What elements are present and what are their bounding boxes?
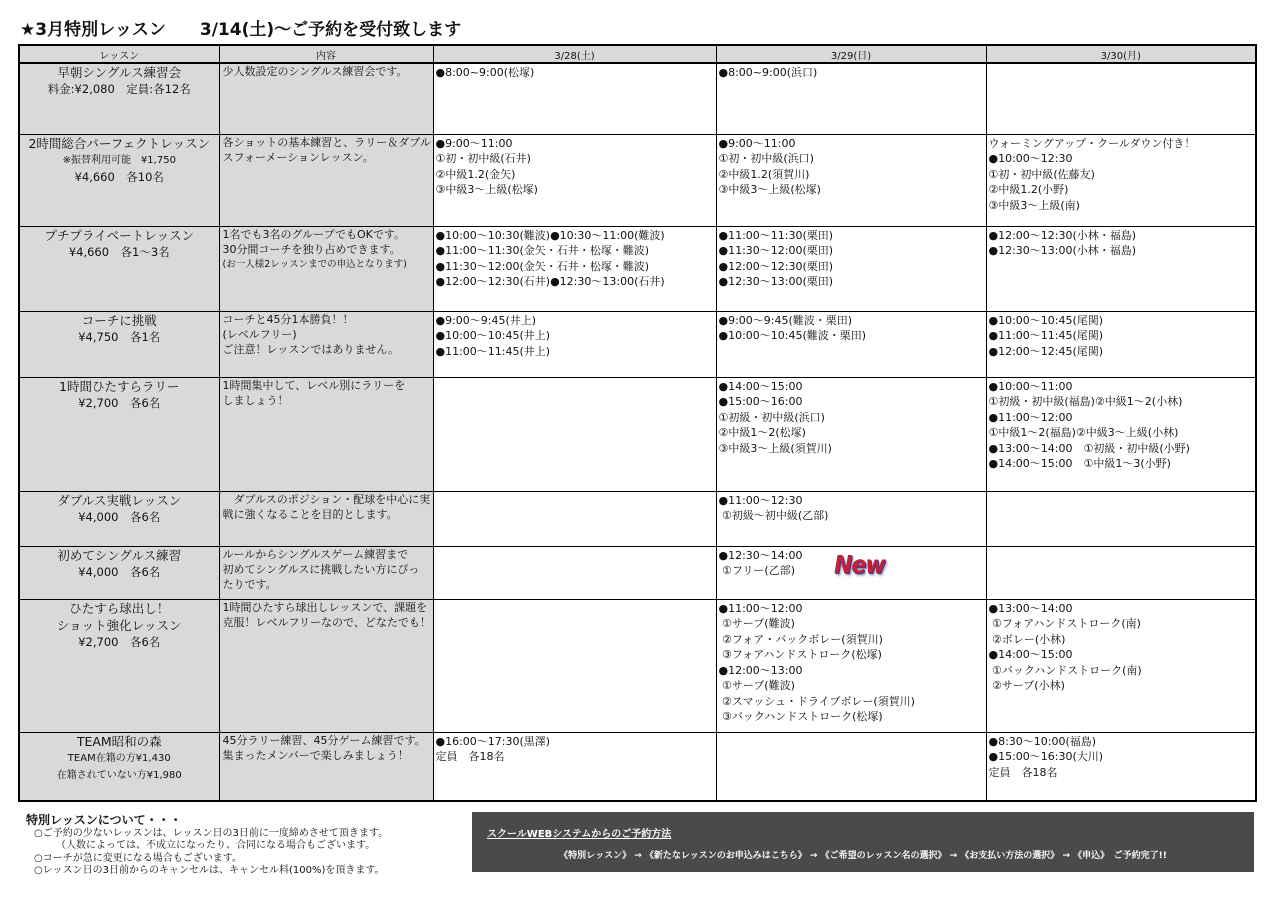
time-slot: ●14:00～15:00 [988, 648, 1073, 661]
content-cell [219, 491, 433, 546]
time-slot: ●10:00～10:45(尾関) [988, 313, 1104, 327]
note-item: （人数によっては、不成立になったり、合同になる場合もございます。 [56, 840, 376, 851]
time-slot: ①初・初中級(石井) [435, 152, 531, 165]
content-cell [219, 732, 433, 801]
slot-cell-0329 [716, 134, 986, 226]
header-date-0329: 3/29(日) [716, 45, 986, 63]
time-slot: ●11:00～12:30 [718, 493, 803, 507]
slot-cell-0329 [716, 311, 986, 377]
booking-instructions-box [472, 812, 1254, 872]
content-cell [219, 134, 433, 226]
content-text: ダブルスのポジション・配球を中心に実 [222, 492, 431, 506]
note-item: ○コーチが急に変更になる場合もございます。 [34, 852, 242, 864]
slot-cell-0330 [986, 311, 1256, 377]
slot-cell-0328 [433, 732, 716, 801]
notes-heading: 特別レッスンについて・・・ [26, 813, 182, 827]
time-slot: ●8:30～10:00(福島) [988, 734, 1097, 748]
content-cell [219, 546, 433, 599]
header-lesson: レッスン [19, 45, 219, 63]
lesson-name: プチプライベートレッスン [44, 227, 194, 243]
time-slot: ●10:00～10:45(難波・栗田) [718, 329, 867, 342]
time-slot: ●11:00～12:00 [988, 410, 1073, 424]
header-date-0330: 3/30(月) [986, 45, 1256, 63]
time-slot: ●9:00～9:45(難波・栗田) [718, 313, 853, 327]
time-slot: 定員 各18名 [435, 750, 505, 763]
time-slot: ●11:00～11:30(金矢・石井・松塚・難波) [435, 244, 650, 257]
time-slot: ●14:00～15:00 [718, 379, 803, 393]
time-slot: ●12:00～13:00 [718, 663, 803, 677]
lesson-detail: ¥4,750 各1名 [78, 329, 161, 344]
schedule-table [18, 44, 1257, 802]
time-slot: ①初・初中級(佐藤友) [988, 167, 1095, 181]
time-slot: ●11:30～12:00(金矢・石井・松塚・難波) [435, 259, 650, 273]
slot-cell-0330 [986, 491, 1256, 546]
content-text: たりです。 [222, 577, 277, 591]
slot-cell-0330 [986, 134, 1256, 226]
slot-cell-0328 [433, 311, 716, 377]
lesson-name: ダブルス実戦レッスン [57, 492, 182, 508]
time-slot: ①初級～初中級(乙部) [718, 509, 829, 522]
time-slot: ③中級3～上級(南) [988, 198, 1080, 212]
content-text: 1時間ひたすら球出しレッスンで、課題を [222, 600, 428, 614]
slot-cell-0330 [986, 63, 1256, 134]
lesson-detail: ※振替利用可能 ¥1,750 [62, 154, 176, 166]
lesson-cell [19, 311, 219, 377]
slot-cell-0329 [716, 226, 986, 311]
slot-cell-0329 [716, 599, 986, 732]
time-slot: ①初・初中級(浜口) [718, 152, 814, 165]
time-slot: ②中級1.2(金矢) [435, 167, 516, 181]
slot-cell-0328 [433, 134, 716, 226]
time-slot: ②スマッシュ・ドライブボレー(須賀川) [718, 694, 915, 708]
time-slot: ②ボレー(小林) [988, 632, 1066, 646]
lesson-detail: 料金:¥2,080 定員:各12名 [47, 82, 191, 96]
lesson-detail: ¥2,700 各6名 [78, 634, 161, 649]
time-slot: ●12:00～12:30(小林・福島) [988, 228, 1137, 242]
content-text: 各ショットの基本練習と、ラリー＆ダブル [222, 135, 431, 149]
time-slot: ●10:00～12:30 [988, 152, 1073, 165]
time-slot: ●12:00～12:30(栗田) [718, 259, 834, 273]
lesson-detail: ショット強化レッスン [56, 617, 182, 633]
table-row [19, 732, 1256, 801]
time-slot: ●11:00～11:30(栗田) [718, 228, 834, 242]
table-row [19, 226, 1256, 311]
time-slot: ●13:00～14:00 ①初級・初中級(小野) [988, 441, 1190, 455]
slot-cell-0328 [433, 599, 716, 732]
content-text: コーチと45分1本勝負！！ [222, 312, 354, 326]
time-slot: ①フォアハンドストローク(南) [988, 617, 1141, 630]
notes-section [26, 814, 388, 878]
content-text: 戦に強くなることを目的とします。 [222, 507, 398, 521]
time-slot: ●10:00～10:30(難波)●10:30～11:00(難波) [435, 228, 665, 242]
booking-steps: 《特別レッスン》 → 《新たなレッスンのお申込みはこちら》 → 《ご希望のレッスン名の選択》 → 《お支払い方法の選択》 → 《申込》 ご予約完了!! [559, 851, 1167, 861]
slot-cell-0328 [433, 63, 716, 134]
time-slot: ②中級1～2(松塚) [718, 426, 806, 439]
time-slot: ③中級3～上級(松塚) [718, 183, 821, 196]
lesson-name: 2時間総合パーフェクトレッスン [28, 135, 211, 151]
time-slot: ①サーブ(難波) [718, 679, 795, 692]
time-slot: ②中級1.2(小野) [988, 183, 1069, 196]
time-slot: ②中級1.2(須賀川) [718, 167, 810, 181]
content-text: (レベルフリー) [222, 327, 297, 341]
table-row [19, 546, 1256, 599]
content-cell [219, 311, 433, 377]
table-row [19, 491, 1256, 546]
lesson-cell [19, 63, 219, 134]
lesson-detail: ¥4,000 各6名 [78, 564, 161, 579]
slot-cell-0330 [986, 377, 1256, 491]
lesson-cell [19, 226, 219, 311]
content-cell [219, 63, 433, 134]
lesson-name: ひたすら球出し！ [69, 600, 170, 616]
slot-cell-0329 [716, 377, 986, 491]
time-slot: ①バックハンドストローク(南) [988, 663, 1142, 677]
time-slot: ●11:00～12:00 [718, 601, 803, 615]
slot-cell-0328 [433, 546, 716, 599]
time-slot: ①初級・初中級(福島)②中級1～2(小林) [988, 395, 1183, 408]
lesson-name: コーチに挑戦 [81, 312, 157, 328]
lesson-name: 1時間ひたすらラリー [59, 378, 180, 394]
content-text: しましょう！ [222, 393, 289, 407]
lesson-detail: ¥4,660 各1～3名 [68, 244, 170, 259]
content-text: ご注意！レッスンではありません。 [222, 342, 400, 356]
time-slot: ●12:00～12:45(尾関) [988, 344, 1104, 358]
content-cell [219, 377, 433, 491]
time-slot: ●13:00～14:00 [988, 601, 1073, 615]
table-row [19, 134, 1256, 226]
time-slot: ●12:30～13:00(栗田) [718, 275, 834, 288]
time-slot: ●14:00～15:00 ①中級1～3(小野) [988, 457, 1171, 470]
time-slot: ウォーミングアップ・クールダウン付き！ [988, 136, 1196, 150]
header-date-0328: 3/28(土) [433, 45, 716, 63]
content-text: 克服！レベルフリーなので、どなたでも！ [222, 615, 431, 629]
time-slot: ●10:00～11:00 [988, 379, 1073, 393]
content-text: ルールからシングルスゲーム練習まで [222, 547, 409, 561]
lesson-detail: 在籍されていない方¥1,980 [56, 769, 182, 781]
slot-cell-0328 [433, 491, 716, 546]
booking-instructions-heading: スクールWEBシステムからのご予約方法 [487, 829, 672, 840]
time-slot: ●12:30～13:00(小林・福島) [988, 244, 1137, 257]
note-item: ○ご予約の少ないレッスンは、レッスン日の3日前に一度締めさせて頂きます。 [34, 827, 389, 839]
time-slot: ②フォア・バックボレー(須賀川) [718, 632, 883, 646]
time-slot: ①中級1～2(福島)②中級3～上級(小林) [988, 426, 1179, 439]
slot-cell-0328 [433, 377, 716, 491]
slot-cell-0330 [986, 599, 1256, 732]
time-slot: ①フリー(乙部) [718, 564, 796, 577]
content-cell [219, 599, 433, 732]
time-slot: ●8:00~9:00(浜口) [718, 66, 818, 79]
time-slot: ①初級・初中級(浜口) [718, 410, 825, 424]
time-slot: ③フォアハンドストローク(松塚) [718, 648, 882, 661]
header-content: 内容 [219, 45, 433, 63]
slot-cell-0330 [986, 226, 1256, 311]
content-text: 少人数設定のシングルス練習会です。 [222, 65, 408, 78]
note-item: ○レッスン日の3日前からのキャンセルは、キャンセル料(100%)を頂きます。 [34, 865, 385, 876]
lesson-name: TEAM昭和の森 [76, 733, 162, 749]
time-slot: ●9:00～9:45(井上) [435, 313, 537, 327]
content-text: 1時間集中して、レベル別にラリーを [222, 378, 406, 392]
time-slot: ①サーブ(難波) [718, 617, 795, 630]
lesson-cell [19, 491, 219, 546]
slot-cell-0329 [716, 63, 986, 134]
table-row [19, 311, 1256, 377]
page-title: ★3月特別レッスン 3/14(土)～ご予約を受付致します [20, 20, 462, 40]
time-slot: ③バックハンドストローク(松塚) [718, 710, 883, 723]
new-badge: New [834, 551, 885, 580]
lesson-name: 早朝シングルス練習会 [57, 65, 182, 80]
lesson-detail: ¥2,700 各6名 [78, 395, 161, 410]
time-slot: ●9:00～11:00 [435, 136, 513, 150]
table-header-row [19, 45, 1256, 63]
content-text: 初めてシングルスに挑戦したい方にぴっ [222, 562, 420, 576]
slot-cell-0329 [716, 732, 986, 801]
content-text: 45分ラリー練習、45分ゲーム練習です。 [222, 733, 426, 747]
lesson-name: 初めてシングルス練習 [57, 547, 182, 563]
time-slot: ●15:00～16:30(大川) [988, 750, 1104, 763]
time-slot: ●8:00~9:00(松塚) [435, 66, 535, 79]
lesson-detail: ¥4,660 各10名 [74, 169, 164, 184]
table-row [19, 63, 1256, 134]
slot-cell-0330 [986, 546, 1256, 599]
time-slot: ③中級3～上級(松塚) [435, 183, 538, 196]
time-slot: ③中級3～上級(須賀川) [718, 441, 832, 455]
time-slot: ●11:00～11:45(井上) [435, 344, 551, 358]
slot-cell-0328 [433, 226, 716, 311]
time-slot: 定員 各18名 [988, 765, 1058, 779]
time-slot: ●11:30～12:00(栗田) [718, 244, 834, 257]
time-slot: ②サーブ(小林) [988, 679, 1065, 692]
lesson-cell [19, 732, 219, 801]
lesson-cell [19, 599, 219, 732]
content-text: (お一人様2レッスンまでの申込となります) [222, 258, 407, 270]
lesson-cell [19, 134, 219, 226]
time-slot: ●10:00～10:45(井上) [435, 329, 551, 342]
lesson-cell [19, 377, 219, 491]
lesson-detail: ¥4,000 各6名 [78, 509, 161, 524]
time-slot: ●16:00～17:30(黒澤) [435, 734, 551, 748]
slot-cell-0329 [716, 491, 986, 546]
time-slot: ●12:30～14:00 [718, 548, 803, 562]
time-slot: ●15:00～16:00 [718, 395, 803, 408]
time-slot: ●11:00～11:45(尾関) [988, 329, 1104, 342]
table-row [19, 377, 1256, 491]
lesson-cell [19, 546, 219, 599]
slot-cell-0330 [986, 732, 1256, 801]
content-text: 30分間コーチを独り占めできます。 [222, 242, 401, 256]
time-slot: ●9:00～11:00 [718, 136, 796, 150]
table-row [19, 599, 1256, 732]
content-text: 1名でも3名のグループでもOKです。 [222, 227, 405, 241]
content-text: 集まったメンバーで楽しみましょう！ [222, 748, 409, 762]
content-cell [219, 226, 433, 311]
time-slot: ●12:00～12:30(石井)●12:30～13:00(石井) [435, 275, 665, 288]
content-text: スフォーメーションレッスン。 [222, 150, 374, 164]
lesson-detail: TEAM在籍の方¥1,430 [67, 752, 171, 764]
